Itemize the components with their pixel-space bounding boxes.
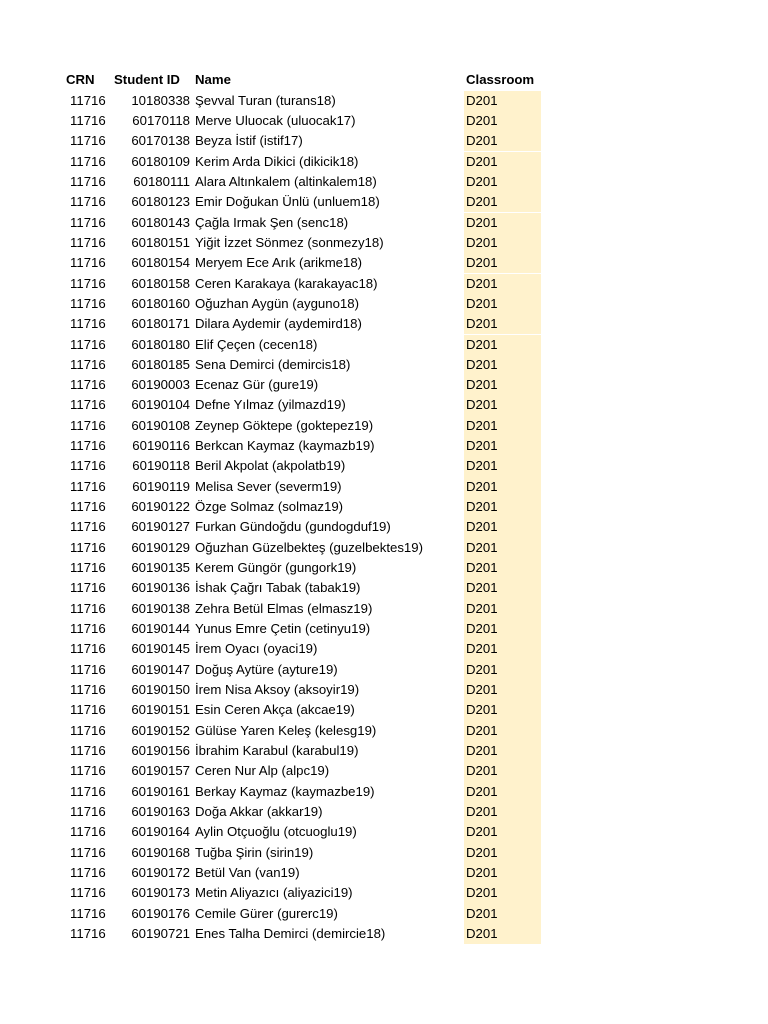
crn-cell[interactable]: 11716 xyxy=(70,92,106,108)
name-cell[interactable]: Beril Akpolat (akpolatb19) xyxy=(195,458,346,474)
table-row xyxy=(0,761,768,781)
student-id-cell[interactable]: 60190150 xyxy=(131,682,190,698)
name-cell[interactable]: Metin Aliyazıcı (aliyazici19) xyxy=(195,885,353,901)
student-id-cell[interactable]: 60190156 xyxy=(131,743,190,759)
name-cell[interactable]: Furkan Gündoğdu (gundogduf19) xyxy=(195,519,391,535)
classroom-cell[interactable]: D201 xyxy=(464,375,541,395)
student-id-cell[interactable]: 60190161 xyxy=(131,783,190,799)
classroom-cell[interactable]: D201 xyxy=(464,517,541,537)
name-cell[interactable]: İrem Oyacı (oyaci19) xyxy=(195,641,318,657)
table-row xyxy=(0,111,768,131)
crn-cell[interactable]: 11716 xyxy=(70,804,106,819)
student-id-cell[interactable]: 60190721 xyxy=(131,926,190,941)
name-cell[interactable]: Alara Altınkalem (altinkalem18) xyxy=(195,173,377,189)
name-cell[interactable]: Ceren Nur Alp (alpc19) xyxy=(195,763,330,779)
table-row xyxy=(0,863,768,883)
classroom-cell[interactable]: D201 xyxy=(464,131,541,151)
crn-cell[interactable]: 11716 xyxy=(70,519,106,535)
classroom-cell[interactable]: D201 xyxy=(464,741,541,761)
student-id-cell[interactable]: 60190145 xyxy=(131,641,190,657)
classroom-cell[interactable]: D201 xyxy=(464,538,541,558)
name-cell[interactable]: Doğuş Aytüre (ayture19) xyxy=(195,661,338,677)
name-cell[interactable]: Çağla Irmak Şen (senc18) xyxy=(195,214,349,230)
crn-cell[interactable]: 11716 xyxy=(70,621,106,637)
crn-cell[interactable]: 11716 xyxy=(70,336,106,352)
classroom-cell[interactable]: D201 xyxy=(464,172,541,192)
student-id-cell[interactable]: 60180171 xyxy=(131,316,190,332)
student-id-cell[interactable]: 60190136 xyxy=(131,580,190,596)
table-row xyxy=(0,172,768,192)
crn-cell[interactable]: 11716 xyxy=(70,661,106,677)
table-row xyxy=(0,192,768,212)
table-row xyxy=(0,843,768,863)
name-cell[interactable]: Doğa Akkar (akkar19) xyxy=(195,804,323,819)
student-id-cell[interactable]: 60190172 xyxy=(131,865,190,880)
crn-cell[interactable]: 11716 xyxy=(70,194,106,210)
student-id-cell[interactable]: 60190151 xyxy=(131,702,190,718)
table-row xyxy=(0,355,768,375)
crn-cell[interactable]: 11716 xyxy=(70,885,106,901)
student-id-cell[interactable]: 60190173 xyxy=(131,885,190,901)
table-row xyxy=(0,578,768,598)
name-cell[interactable]: Şevval Turan (turans18) xyxy=(195,92,336,108)
name-cell[interactable]: Tuğba Şirin (sirin19) xyxy=(195,844,314,860)
name-cell[interactable]: İshak Çağrı Tabak (tabak19) xyxy=(195,580,361,596)
classroom-cell[interactable]: D201 xyxy=(464,619,541,639)
name-cell[interactable]: Kerim Arda Dikici (dikicik18) xyxy=(195,153,359,169)
classroom-cell[interactable]: D201 xyxy=(464,477,541,497)
classroom-cell[interactable]: D201 xyxy=(464,700,541,720)
table-row xyxy=(0,375,768,395)
classroom-cell[interactable]: D201 xyxy=(464,355,541,375)
classroom-cell[interactable]: D201 xyxy=(464,497,541,517)
classroom-cell[interactable]: D201 xyxy=(464,558,541,578)
classroom-cell[interactable]: D201 xyxy=(464,294,541,314)
crn-cell[interactable]: 11716 xyxy=(70,539,106,555)
crn-cell[interactable]: 11716 xyxy=(70,926,106,941)
classroom-cell[interactable]: D201 xyxy=(464,233,541,253)
table-row xyxy=(0,741,768,761)
table-row xyxy=(0,497,768,517)
table-row xyxy=(0,416,768,436)
student-id-cell[interactable]: 60190127 xyxy=(131,519,190,535)
table-row xyxy=(0,700,768,720)
table-row xyxy=(0,802,768,822)
table-row xyxy=(0,517,768,537)
table-row xyxy=(0,782,768,802)
student-id-cell[interactable]: 60190164 xyxy=(131,824,190,840)
student-id-cell[interactable]: 60180109 xyxy=(131,153,190,169)
classroom-cell[interactable]: D201 xyxy=(464,456,541,476)
crn-cell[interactable]: 11716 xyxy=(70,783,106,799)
table-row xyxy=(0,721,768,741)
name-cell[interactable]: Zehra Betül Elmas (elmasz19) xyxy=(195,600,373,616)
table-row xyxy=(0,436,768,456)
classroom-cell[interactable]: D201 xyxy=(464,192,541,212)
name-cell[interactable]: Oğuzhan Aygün (ayguno18) xyxy=(195,295,359,311)
crn-cell[interactable]: 11716 xyxy=(70,743,106,759)
classroom-cell[interactable]: D201 xyxy=(464,111,541,131)
classroom-cell[interactable]: D201 xyxy=(464,253,541,273)
classroom-cell[interactable]: D201 xyxy=(464,314,541,334)
table-row xyxy=(0,91,768,111)
classroom-cell[interactable]: D201 xyxy=(464,721,541,741)
student-id-cell[interactable]: 60190176 xyxy=(131,905,190,921)
table-row xyxy=(0,274,768,294)
classroom-cell[interactable]: D201 xyxy=(464,578,541,598)
crn-cell[interactable]: 11716 xyxy=(70,641,106,657)
name-cell[interactable]: Ecenaz Gür (gure19) xyxy=(195,377,319,393)
student-id-cell[interactable]: 60190135 xyxy=(131,560,190,576)
table-row xyxy=(0,924,768,944)
name-cell[interactable]: Cemile Gürer (gurerc19) xyxy=(195,905,338,921)
table-row xyxy=(0,253,768,273)
name-cell[interactable]: Kerem Güngör (gungork19) xyxy=(195,560,357,576)
header-crn[interactable]: CRN xyxy=(66,72,95,87)
table-row xyxy=(0,538,768,558)
name-cell[interactable]: İrem Nisa Aksoy (aksoyir19) xyxy=(195,682,360,698)
crn-cell[interactable]: 11716 xyxy=(70,417,106,433)
crn-cell[interactable]: 11716 xyxy=(70,295,106,311)
name-cell[interactable]: Dilara Aydemir (aydemird18) xyxy=(195,316,362,332)
crn-cell[interactable]: 11716 xyxy=(70,702,106,718)
student-id-cell[interactable]: 60190119 xyxy=(132,478,190,494)
crn-cell[interactable]: 11716 xyxy=(70,722,106,738)
student-id-cell[interactable]: 10180338 xyxy=(131,92,190,108)
classroom-cell[interactable]: D201 xyxy=(464,924,541,944)
student-id-cell[interactable]: 60190129 xyxy=(131,539,190,555)
crn-cell[interactable]: 11716 xyxy=(70,133,106,149)
classroom-cell[interactable]: D201 xyxy=(464,274,541,294)
student-id-cell[interactable]: 60190116 xyxy=(132,438,190,454)
classroom-cell[interactable]: D201 xyxy=(464,416,541,436)
student-id-cell[interactable]: 60180158 xyxy=(131,275,190,291)
name-cell[interactable]: Ceren Karakaya (karakayac18) xyxy=(195,275,378,291)
crn-cell[interactable]: 11716 xyxy=(70,173,106,189)
student-id-cell[interactable]: 60190108 xyxy=(131,417,190,433)
name-cell[interactable]: Yunus Emre Çetin (cetinyu19) xyxy=(195,621,371,637)
student-id-cell[interactable]: 60190104 xyxy=(131,397,190,413)
classroom-cell[interactable]: D201 xyxy=(464,639,541,659)
name-cell[interactable]: Aylin Otçuoğlu (otcuoglu19) xyxy=(195,824,357,840)
table-row xyxy=(0,213,768,233)
crn-cell[interactable]: 11716 xyxy=(70,255,106,271)
crn-cell[interactable]: 11716 xyxy=(70,478,106,494)
classroom-cell[interactable]: D201 xyxy=(464,436,541,456)
classroom-cell[interactable]: D201 xyxy=(464,883,541,903)
student-id-cell[interactable]: 60190144 xyxy=(131,621,190,637)
name-cell[interactable]: Betül Van (van19) xyxy=(195,865,300,880)
table-row xyxy=(0,619,768,639)
student-id-cell[interactable]: 60190163 xyxy=(131,804,190,819)
name-cell[interactable]: Enes Talha Demirci (demircie18) xyxy=(195,926,386,941)
classroom-cell[interactable]: D201 xyxy=(464,822,541,842)
classroom-cell[interactable]: D201 xyxy=(464,782,541,802)
student-id-cell[interactable]: 60180154 xyxy=(131,255,190,271)
classroom-cell[interactable]: D201 xyxy=(464,599,541,619)
crn-cell[interactable]: 11716 xyxy=(70,580,106,596)
crn-cell[interactable]: 11716 xyxy=(70,153,106,169)
table-row xyxy=(0,335,768,355)
table-row xyxy=(0,294,768,314)
name-cell[interactable]: Meryem Ece Arık (arikme18) xyxy=(195,255,363,271)
table-row xyxy=(0,599,768,619)
student-id-cell[interactable]: 60180160 xyxy=(131,295,190,311)
classroom-cell[interactable]: D201 xyxy=(464,863,541,883)
header-row xyxy=(0,70,768,90)
table-row xyxy=(0,152,768,172)
crn-cell[interactable]: 11716 xyxy=(70,112,106,128)
student-id-cell[interactable]: 60180143 xyxy=(131,214,190,230)
table-row xyxy=(0,395,768,415)
name-cell[interactable]: Melisa Sever (severm19) xyxy=(195,478,342,494)
classroom-cell[interactable]: D201 xyxy=(464,91,541,111)
crn-cell[interactable]: 11716 xyxy=(70,499,106,515)
crn-cell[interactable]: 11716 xyxy=(70,377,106,393)
name-cell[interactable]: Yiğit İzzet Sönmez (sonmezy18) xyxy=(195,234,384,250)
crn-cell[interactable]: 11716 xyxy=(70,458,106,474)
student-id-cell[interactable]: 60190157 xyxy=(131,763,190,779)
name-cell[interactable]: Elif Çeçen (cecen18) xyxy=(195,336,318,352)
classroom-cell[interactable]: D201 xyxy=(464,660,541,680)
student-id-cell[interactable]: 60190118 xyxy=(132,458,190,474)
name-cell[interactable]: Oğuzhan Güzelbekteş (guzelbektes19) xyxy=(195,539,423,555)
table-row xyxy=(0,680,768,700)
table-row xyxy=(0,660,768,680)
name-cell[interactable]: İbrahim Karabul (karabul19) xyxy=(195,743,359,759)
crn-cell[interactable]: 11716 xyxy=(70,865,106,880)
table-row xyxy=(0,131,768,151)
classroom-cell[interactable]: D201 xyxy=(464,802,541,822)
classroom-cell[interactable]: D201 xyxy=(464,213,541,233)
table-row xyxy=(0,558,768,578)
table-row xyxy=(0,822,768,842)
crn-cell[interactable]: 11716 xyxy=(70,763,106,779)
name-cell[interactable]: Defne Yılmaz (yilmazd19) xyxy=(195,397,346,413)
crn-cell[interactable]: 11716 xyxy=(70,397,106,413)
crn-cell[interactable]: 11716 xyxy=(70,844,106,860)
student-id-cell[interactable]: 60190152 xyxy=(131,722,190,738)
table-row xyxy=(0,883,768,903)
classroom-cell[interactable]: D201 xyxy=(464,335,541,355)
crn-cell[interactable]: 11716 xyxy=(70,316,106,332)
classroom-cell[interactable]: D201 xyxy=(464,395,541,415)
crn-cell[interactable]: 11716 xyxy=(70,600,106,616)
crn-cell[interactable]: 11716 xyxy=(70,824,106,840)
name-cell[interactable]: Beyza İstif (istif17) xyxy=(195,133,303,149)
name-cell[interactable]: Berkay Kaymaz (kaymazbe19) xyxy=(195,783,375,799)
name-cell[interactable]: Özge Solmaz (solmaz19) xyxy=(195,499,344,515)
crn-cell[interactable]: 11716 xyxy=(70,438,106,454)
name-cell[interactable]: Merve Uluocak (uluocak17) xyxy=(195,112,356,128)
classroom-cell[interactable]: D201 xyxy=(464,761,541,781)
student-id-cell[interactable]: 60190122 xyxy=(131,499,190,515)
student-id-cell[interactable]: 60180151 xyxy=(131,234,190,250)
student-id-cell[interactable]: 60190138 xyxy=(131,600,190,616)
student-id-cell[interactable]: 60190147 xyxy=(131,661,190,677)
table-row xyxy=(0,456,768,476)
name-cell[interactable]: Gülüse Yaren Keleş (kelesg19) xyxy=(195,722,377,738)
crn-cell[interactable]: 11716 xyxy=(70,275,106,291)
name-cell[interactable]: Berkcan Kaymaz (kaymazb19) xyxy=(195,438,375,454)
name-cell[interactable]: Emir Doğukan Ünlü (unluem18) xyxy=(195,194,380,210)
student-id-cell[interactable]: 60180123 xyxy=(131,194,190,210)
crn-cell[interactable]: 11716 xyxy=(70,560,106,576)
table-row xyxy=(0,904,768,924)
table-row xyxy=(0,233,768,253)
name-cell[interactable]: Zeynep Göktepe (goktepez19) xyxy=(195,417,374,433)
table-row xyxy=(0,639,768,659)
table-row xyxy=(0,314,768,334)
student-id-cell[interactable]: 60180180 xyxy=(131,336,190,352)
classroom-cell[interactable]: D201 xyxy=(464,843,541,863)
header-classroom[interactable]: Classroom xyxy=(466,72,535,87)
student-id-cell[interactable]: 60180185 xyxy=(131,356,190,372)
header-student-id[interactable]: Student ID xyxy=(114,72,180,87)
header-name[interactable]: Name xyxy=(195,72,231,87)
student-id-cell[interactable]: 60190168 xyxy=(131,844,190,860)
classroom-cell[interactable]: D201 xyxy=(464,152,541,172)
crn-cell[interactable]: 11716 xyxy=(70,214,106,230)
crn-cell[interactable]: 11716 xyxy=(70,682,106,698)
table-row xyxy=(0,477,768,497)
student-id-cell[interactable]: 60170138 xyxy=(131,133,190,149)
name-cell[interactable]: Sena Demirci (demircis18) xyxy=(195,356,351,372)
crn-cell[interactable]: 11716 xyxy=(70,234,106,250)
student-id-cell[interactable]: 60190003 xyxy=(131,377,190,393)
crn-cell[interactable]: 11716 xyxy=(70,905,106,921)
name-cell[interactable]: Esin Ceren Akça (akcae19) xyxy=(195,702,355,718)
classroom-cell[interactable]: D201 xyxy=(464,680,541,700)
crn-cell[interactable]: 11716 xyxy=(70,356,106,372)
student-id-cell[interactable]: 60170118 xyxy=(132,112,190,128)
classroom-cell[interactable]: D201 xyxy=(464,904,541,924)
student-id-cell[interactable]: 60180111 xyxy=(133,173,190,189)
